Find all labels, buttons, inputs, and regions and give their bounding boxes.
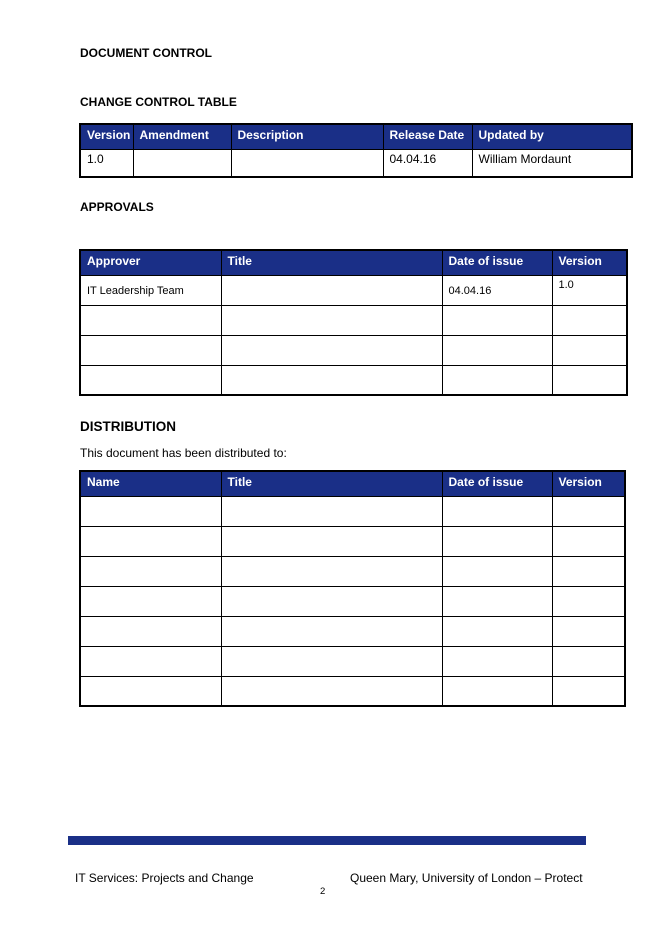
cell-version: 1.0 (552, 275, 627, 305)
cell-name (80, 496, 221, 526)
cell-date-of-issue (442, 616, 552, 646)
cell-name (80, 526, 221, 556)
table-header-row (80, 471, 625, 496)
table-row (80, 305, 627, 335)
cell-title (221, 676, 442, 706)
cell-version: 1.0 (80, 149, 133, 177)
cell-date-of-issue (442, 556, 552, 586)
cell-version (552, 335, 627, 365)
table-row (80, 556, 625, 586)
cell-approver (80, 305, 221, 335)
cell-name (80, 616, 221, 646)
cell-title (221, 275, 442, 305)
cell-approver: IT Leadership Team (80, 275, 221, 305)
cell-title (221, 646, 442, 676)
cell-version (552, 526, 625, 556)
change-control-table (79, 123, 633, 178)
approvals-heading: APPROVALS (80, 200, 154, 214)
table-row (80, 496, 625, 526)
cell-updated-by: William Mordaunt (472, 149, 632, 177)
cell-amendment (133, 149, 231, 177)
cell-name (80, 556, 221, 586)
table-row (80, 149, 632, 177)
header-version: Version (80, 124, 133, 149)
footer-department: IT Services: Projects and Change (75, 871, 254, 885)
cell-title (221, 586, 442, 616)
cell-title (221, 496, 442, 526)
change-control-heading: CHANGE CONTROL TABLE (80, 95, 237, 109)
header-name: Name (80, 471, 221, 496)
table-row (80, 335, 627, 365)
cell-date-of-issue (442, 365, 552, 395)
cell-date-of-issue (442, 305, 552, 335)
cell-title (221, 526, 442, 556)
cell-title (221, 556, 442, 586)
cell-date-of-issue (442, 496, 552, 526)
cell-version (552, 305, 627, 335)
cell-name (80, 676, 221, 706)
cell-title (221, 616, 442, 646)
page-number: 2 (320, 886, 326, 897)
cell-date-of-issue (442, 646, 552, 676)
header-updated-by: Updated by (472, 124, 632, 149)
table-row (80, 676, 625, 706)
header-release-date: Release Date (383, 124, 472, 149)
header-version: Version (552, 471, 625, 496)
cell-title (221, 365, 442, 395)
footer-divider-bar (68, 836, 586, 845)
header-date-of-issue: Date of issue (442, 250, 552, 275)
cell-date-of-issue (442, 335, 552, 365)
cell-version (552, 586, 625, 616)
cell-version (552, 496, 625, 526)
cell-name (80, 646, 221, 676)
distribution-table (79, 470, 626, 707)
cell-title (221, 335, 442, 365)
cell-release-date: 04.04.16 (383, 149, 472, 177)
cell-date-of-issue: 04.04.16 (442, 275, 552, 305)
header-title: Title (221, 471, 442, 496)
header-amendment: Amendment (133, 124, 231, 149)
approvals-table (79, 249, 628, 396)
header-date-of-issue: Date of issue (442, 471, 552, 496)
cell-title (221, 305, 442, 335)
distribution-heading: DISTRIBUTION (80, 419, 176, 434)
cell-date-of-issue (442, 676, 552, 706)
cell-approver (80, 365, 221, 395)
cell-date-of-issue (442, 586, 552, 616)
cell-description (231, 149, 383, 177)
table-row (80, 275, 627, 305)
table-header-row (80, 124, 632, 149)
table-row (80, 365, 627, 395)
cell-version (552, 365, 627, 395)
cell-version (552, 556, 625, 586)
table-row (80, 526, 625, 556)
table-row (80, 646, 625, 676)
cell-version (552, 676, 625, 706)
table-header-row (80, 250, 627, 275)
table-row (80, 586, 625, 616)
header-title: Title (221, 250, 442, 275)
cell-approver (80, 335, 221, 365)
cell-version (552, 646, 625, 676)
document-control-heading: DOCUMENT CONTROL (80, 46, 212, 60)
header-approver: Approver (80, 250, 221, 275)
header-description: Description (231, 124, 383, 149)
header-version: Version (552, 250, 627, 275)
cell-name (80, 586, 221, 616)
distribution-intro: This document has been distributed to: (80, 446, 287, 460)
table-row (80, 616, 625, 646)
cell-date-of-issue (442, 526, 552, 556)
cell-version (552, 616, 625, 646)
footer-classification: Queen Mary, University of London – Protect (350, 871, 583, 885)
